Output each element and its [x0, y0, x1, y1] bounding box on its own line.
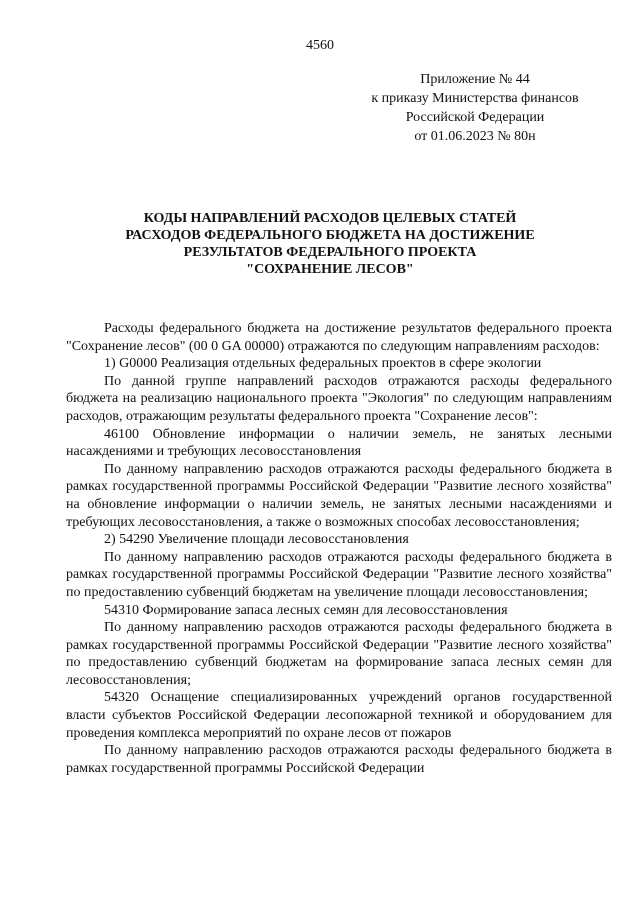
title-line: РЕЗУЛЬТАТОВ ФЕДЕРАЛЬНОГО ПРОЕКТА	[183, 245, 477, 260]
paragraph: По данному направлению расходов отражаются расходы федерального бюджета в рамках государственной программы Российской Федерации "Развитие лесного хозяйства" по предоставлению субвенций бюджетам на увеличение площади лесовосстановления;	[66, 549, 612, 600]
paragraph: По данному направлению расходов отражаются расходы федерального бюджета в рамках государственной программы Российской Федерации "Развитие лесного хозяйства" по предоставлению субвенций бюджетам на формирование запаса лесных семян для лесовосстановления;	[66, 620, 612, 688]
paragraph: 1) G0000 Реализация отдельных федеральных проектов в сфере экологии	[104, 356, 542, 372]
appendix-line: к приказу Министерства финансов	[371, 91, 579, 106]
paragraph: Расходы федерального бюджета на достижение результатов федерального проекта "Сохранение лесов" (00 0 GA 00000) отражаются по следующим направлениям расходов:	[66, 321, 612, 354]
appendix-line: Приложение № 44	[420, 72, 530, 87]
title-line: КОДЫ НАПРАВЛЕНИЙ РАСХОДОВ ЦЕЛЕВЫХ СТАТЕЙ	[143, 211, 517, 226]
appendix-line: от 01.06.2023 № 80н	[414, 129, 536, 144]
paragraph: 54320 Оснащение специализированных учреждений органов государственной власти субъектов Российской Федерации лесопожарной техникой и оборудованием для проведения комплекса мероприятий по охране лесов от пожаров	[66, 690, 612, 741]
appendix-header	[360, 70, 590, 146]
paragraph: 2) 54290 Увеличение площади лесовосстановления	[104, 532, 409, 548]
paragraph: 46100 Обновление информации о наличии земель, не занятых лесными насаждениями и требующих лесовосстановления	[66, 426, 612, 460]
page-number: 4560	[306, 38, 334, 53]
paragraph: 54310 Формирование запаса лесных семян для лесовосстановления	[104, 602, 508, 618]
paragraph: По данному направлению расходов отражаются расходы федерального бюджета в рамках государственной программы Российской Федерации "Развитие лесного хозяйства" на обновление информации о наличии земель, не занятых лесными насаждениями и требующих лесовосстановления, а также о возможных способах лесовосстановления;	[66, 461, 612, 530]
appendix-line: Российской Федерации	[405, 110, 545, 125]
document-body	[66, 320, 612, 777]
document-title	[70, 210, 590, 278]
paragraph: По данному направлению расходов отражаются расходы федерального бюджета в рамках государственной программы Российской Федерации	[66, 743, 612, 776]
title-line: "СОХРАНЕНИЕ ЛЕСОВ"	[246, 262, 414, 277]
title-line: РАСХОДОВ ФЕДЕРАЛЬНОГО БЮДЖЕТА НА ДОСТИЖЕНИЕ	[125, 228, 535, 243]
paragraph: По данной группе направлений расходов отражаются расходы федерального бюджета на реализацию национального проекта "Экология" по следующим направлениям расходов, отражающим результаты федерального проекта "Сохранение лесов":	[66, 373, 612, 424]
